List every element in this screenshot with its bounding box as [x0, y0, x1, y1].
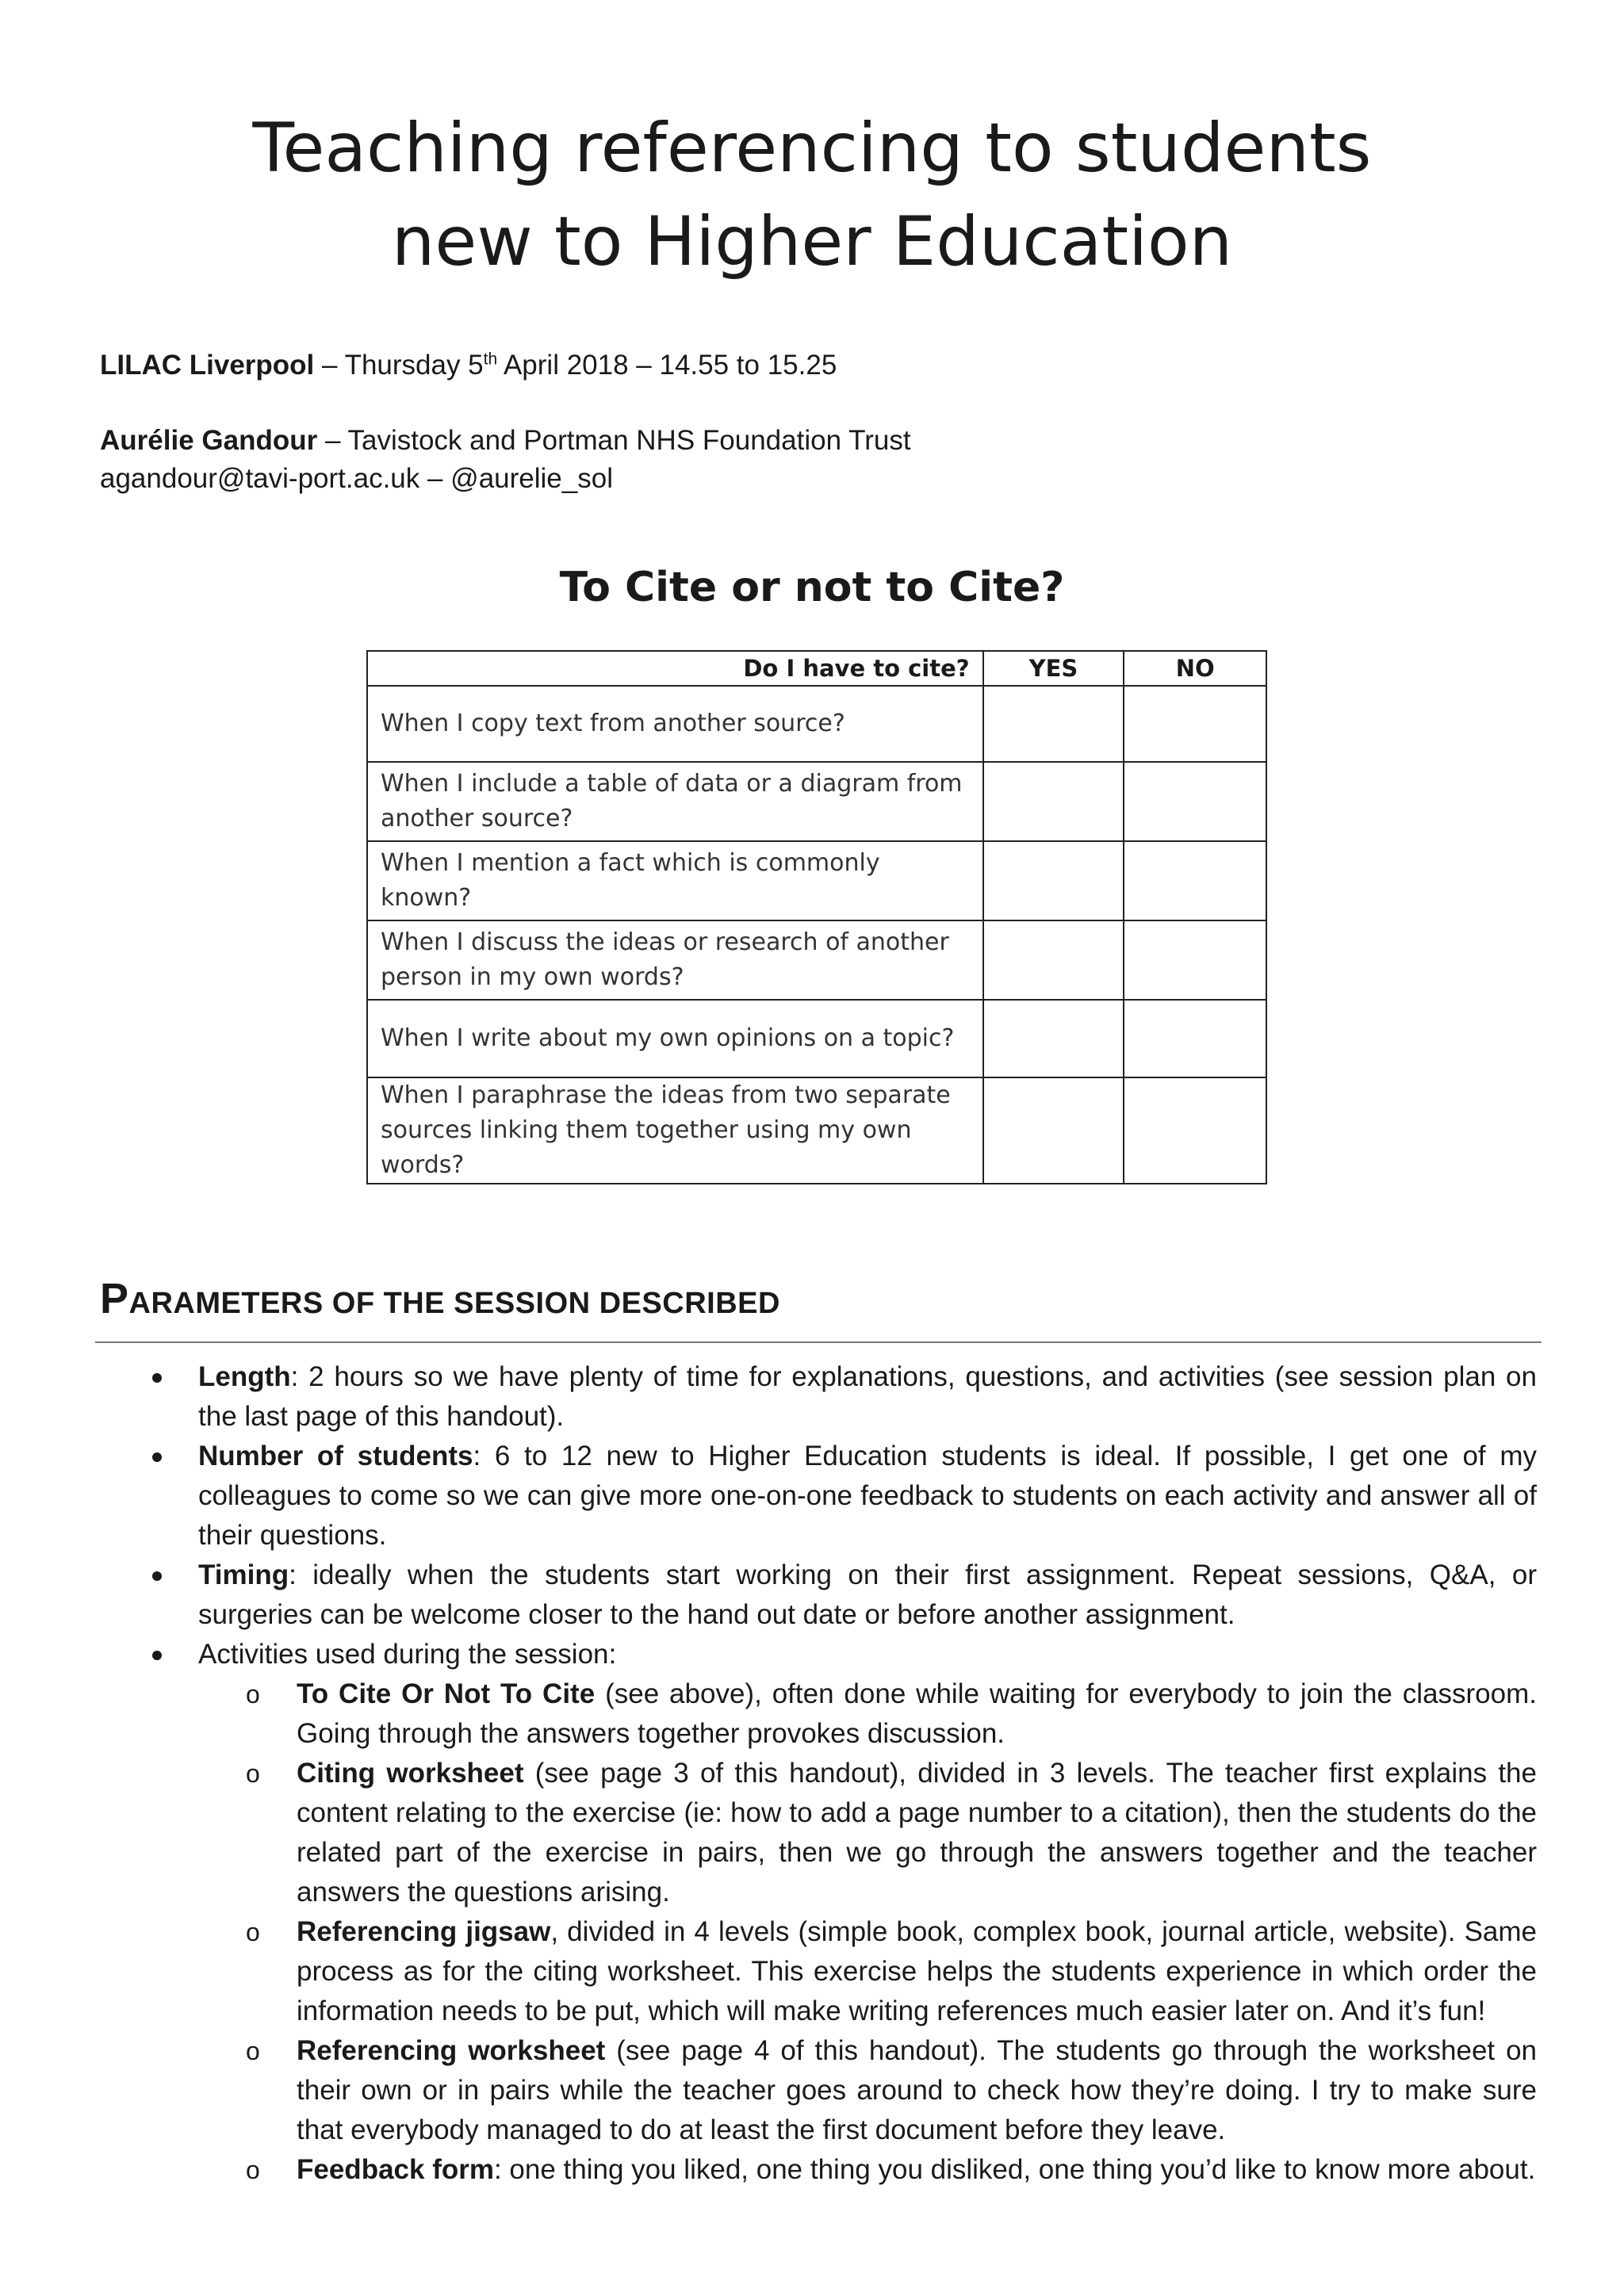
cite-table: [366, 650, 1267, 1184]
list-item: [100, 1635, 1537, 2190]
author-line: [100, 422, 911, 460]
section-heading-rest: ARAMETERS OF THE SESSION DESCRIBED: [128, 1287, 780, 1320]
question-line: When I copy text from another source?: [381, 710, 845, 737]
page-title: [0, 101, 1624, 289]
question-line: When I mention a fact which is commonly known?: [381, 849, 880, 912]
list-item: [100, 1556, 1537, 1635]
question-line: another source?: [381, 805, 573, 832]
yes-cell[interactable]: [983, 841, 1124, 920]
item-text: : 6 to 12 new to Higher Education students is ideal. If possible, I get one of my colleagues to come so we can give more one-on-one feedback to students on each activity and answer all of their questions.: [198, 1441, 1537, 1551]
yes-cell[interactable]: [983, 762, 1124, 841]
question-cell: [367, 1077, 983, 1184]
no-cell[interactable]: [1124, 762, 1266, 841]
author-org: – Tavistock and Portman NHS Foundation Trust: [317, 425, 911, 456]
question-line: sources linking them together using my own words?: [381, 1116, 912, 1179]
question-line: person in my own words?: [381, 963, 684, 991]
event-name: LILAC Liverpool: [100, 350, 315, 381]
question-cell: [367, 686, 983, 762]
no-cell[interactable]: [1124, 920, 1266, 1000]
question-line: When I discuss the ideas or research of another: [381, 928, 949, 956]
event-date-suffix: th: [483, 350, 498, 369]
section-heading: [100, 1275, 780, 1327]
question-line: When I include a table of data or a diagram from: [381, 770, 963, 798]
sub-list-item: [198, 1674, 1537, 1754]
question-line: When I write about my own opinions on a topic?: [381, 1024, 955, 1052]
sub-list-item: [198, 1912, 1537, 2031]
item-text: , divided in 4 levels (simple book, complex book, journal article, website). Same process as for the citing worksheet. This exercise helps the students experience in which order the information needs to be put, which will make writing references much easier later on. And it’s fun!: [297, 1916, 1537, 2026]
circle-bullet-icon: o: [246, 2037, 260, 2065]
list-item: [100, 1437, 1537, 1556]
event-date: – Thursday 5: [314, 350, 484, 381]
item-label: Timing: [198, 1559, 289, 1590]
item-label: Length: [198, 1361, 291, 1392]
section-heading-initial: P: [100, 1275, 129, 1322]
table-row: [367, 1077, 1266, 1184]
event-time: April 2018 – 14.55 to 15.25: [497, 350, 837, 381]
bullet-icon: [152, 1571, 162, 1581]
item-label: Citing worksheet: [297, 1758, 524, 1789]
table-row: [367, 920, 1266, 1000]
parameters-list: [100, 1357, 1537, 2190]
item-label: Number of students: [198, 1441, 473, 1471]
item-text: (see page 4 of this handout). The students go through the worksheet on their own or in pairs while the teacher goes around to check how they’re doing. I try to make sure that everybody managed to do at least the first document before they leave.: [297, 2035, 1537, 2145]
question-line: When I paraphrase the ideas from two separate: [381, 1081, 951, 1109]
question-cell: [367, 1000, 983, 1077]
no-cell[interactable]: [1124, 1077, 1266, 1184]
no-cell[interactable]: [1124, 1000, 1266, 1077]
table-row: [367, 686, 1266, 762]
section-divider: [95, 1341, 1542, 1343]
no-cell[interactable]: [1124, 686, 1266, 762]
header-yes: YES: [983, 651, 1124, 686]
table-row: [367, 762, 1266, 841]
bullet-icon: [152, 1373, 162, 1383]
title-line-1: Teaching referencing to students: [252, 109, 1372, 188]
author-contact: agandour@tavi-port.ac.uk – @aurelie_sol: [100, 463, 613, 494]
item-label: To Cite Or Not To Cite: [297, 1678, 596, 1709]
circle-bullet-icon: o: [246, 1680, 260, 1709]
item-text: (see page 3 of this handout), divided in 3 levels. The teacher first explains the content relating to the exercise (ie: how to add a page number to a citation), then the students do the related part of the exercise in pairs, then we go through the answers together and the teacher answers the questions arising.: [297, 1758, 1537, 1908]
question-cell: [367, 762, 983, 841]
activities-list: [198, 1674, 1537, 2190]
sub-list-item: [198, 1754, 1537, 1912]
item-text: (see above), often done while waiting for everybody to join the classroom. Going through the answers together provokes discussion.: [297, 1678, 1537, 1749]
sub-list-item: [198, 2150, 1537, 2190]
list-item: [100, 1357, 1537, 1437]
yes-cell[interactable]: [983, 1000, 1124, 1077]
bullet-icon: [152, 1452, 162, 1462]
item-text: : 2 hours so we have plenty of time for explanations, questions, and activities (see session plan on the last page of this handout).: [198, 1361, 1537, 1432]
item-label: Feedback form: [297, 2154, 494, 2185]
item-text: : one thing you liked, one thing you disliked, one thing you’d like to know more about.: [493, 2154, 1536, 2185]
no-cell[interactable]: [1124, 841, 1266, 920]
yes-cell[interactable]: [983, 686, 1124, 762]
title-line-2: new to Higher Education: [391, 202, 1233, 281]
header-question: Do I have to cite?: [367, 651, 983, 686]
author-name: Aurélie Gandour: [100, 425, 318, 456]
item-label: Referencing jigsaw: [297, 1916, 551, 1947]
item-text: Activities used during the session:: [198, 1639, 617, 1670]
table-row: [367, 1000, 1266, 1077]
header-no: NO: [1124, 651, 1266, 686]
item-text: : ideally when the students start working on their first assignment. Repeat sessions, Q&A, or surgeries can be welcome closer to the hand out date or before another assignment.: [198, 1559, 1537, 1630]
circle-bullet-icon: o: [246, 1759, 260, 1788]
yes-cell[interactable]: [983, 920, 1124, 1000]
question-cell: [367, 841, 983, 920]
yes-cell[interactable]: [983, 1077, 1124, 1184]
circle-bullet-icon: o: [246, 2156, 260, 2184]
event-line: [100, 346, 837, 385]
item-label: Referencing worksheet: [297, 2035, 606, 2066]
cite-table-header: [367, 651, 1266, 686]
cite-table-title: To Cite or not to Cite?: [559, 564, 1065, 611]
table-row: [367, 841, 1266, 920]
circle-bullet-icon: o: [246, 1918, 260, 1946]
sub-list-item: [198, 2031, 1537, 2150]
question-cell: [367, 920, 983, 1000]
bullet-icon: [152, 1651, 162, 1660]
